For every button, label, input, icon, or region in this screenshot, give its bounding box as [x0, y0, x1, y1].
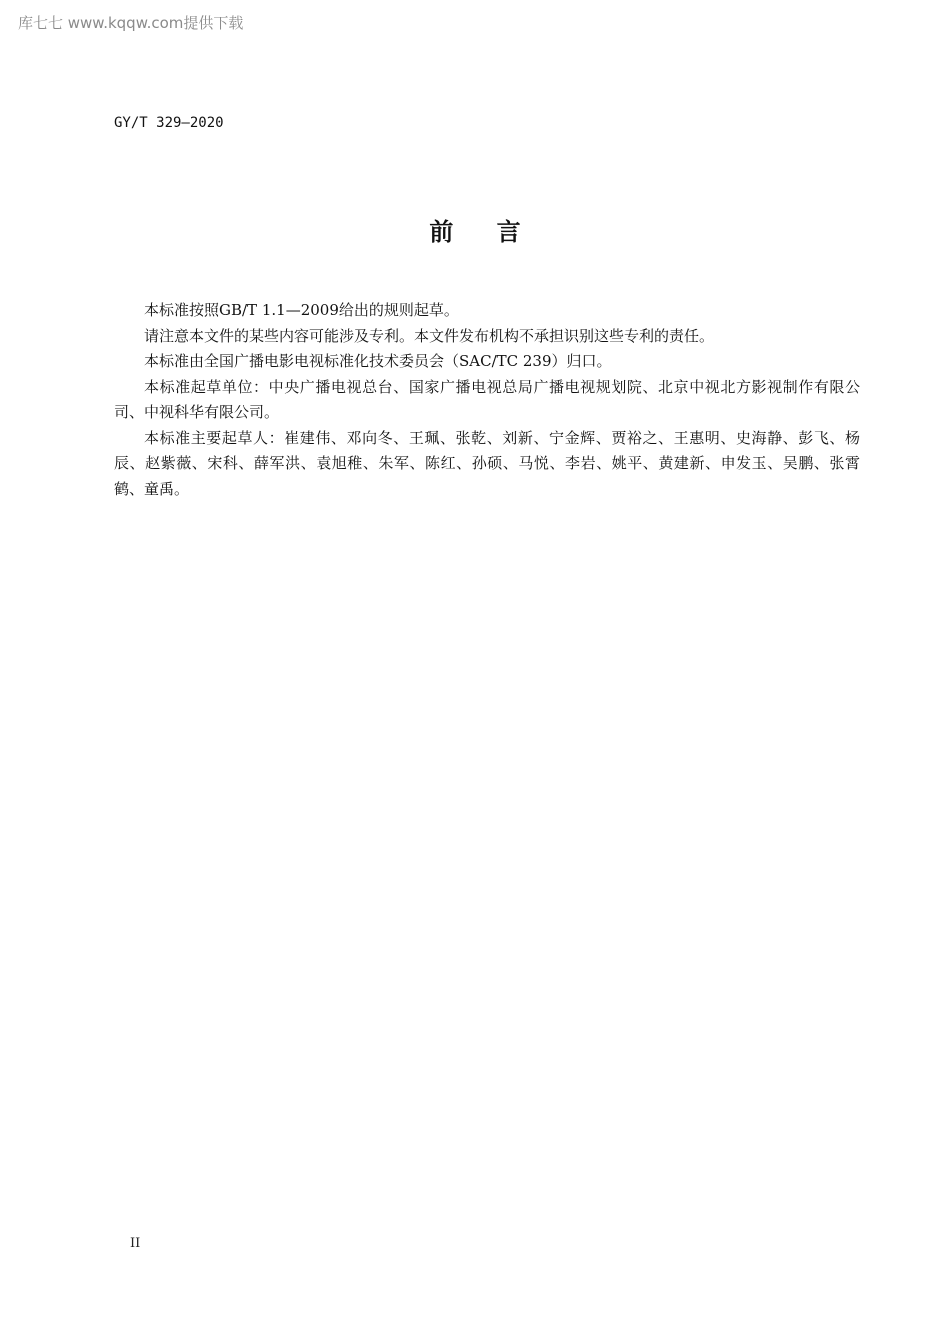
paragraph-committee: 本标准由全国广播电影电视标准化技术委员会（SAC/TC 239）归口。 [144, 352, 612, 370]
paragraph-drafting-units: 本标准起草单位：中央广播电视总台、国家广播电视总局广播电视规划院、北京中视北方影视制作有限公司、中视科华有限公司。 [114, 377, 860, 421]
paragraph-drafters: 本标准主要起草人：崔建伟、邓向冬、王珮、张乾、刘新、宁金辉、贾裕之、王惠明、史海静、彭飞、杨辰、赵紫薇、宋科、薛军洪、袁旭稚、朱军、陈红、孙硕、马悦、李岩、姚平、黄建新、申发玉、吴鹏、张霄鹤、童禹。 [114, 428, 860, 498]
page-number: II [130, 1236, 141, 1251]
foreword-body [114, 298, 860, 502]
paragraph-drafting-rules: 本标准按照GB/T 1.1—2009给出的规则起草。 [144, 301, 459, 319]
paragraph-patent-notice: 请注意本文件的某些内容可能涉及专利。本文件发布机构不承担识别这些专利的责任。 [144, 326, 715, 345]
watermark-text: 库七七 www.kqqw.com提供下载 [18, 14, 244, 32]
page-title: 前言 [429, 218, 564, 246]
standard-code-header: GY/T 329—2020 [114, 115, 224, 131]
